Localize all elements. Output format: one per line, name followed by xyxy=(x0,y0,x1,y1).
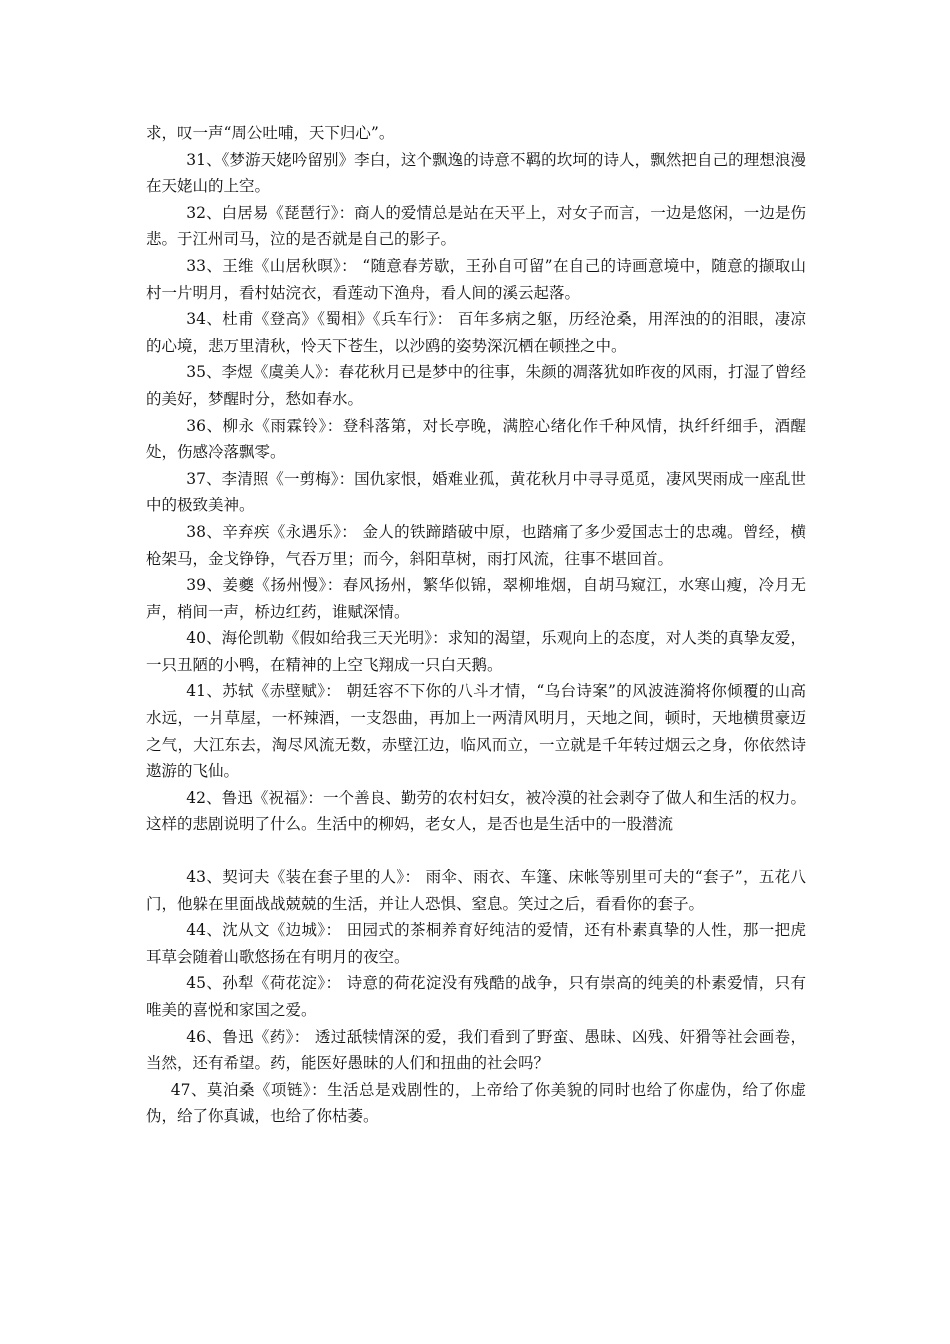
paragraph-43: 43、契诃夫《装在套子里的人》： 雨伞、雨衣、车篷、床帐等别里可夫的“套子”，五花八门，他躲在里面战战兢兢的生活，并让人恐惧、窒息。笑过之后，看看你的套子。 xyxy=(146,868,806,913)
paragraph-35: 35、李煜《虞美人》：春花秋月已是梦中的往事，朱颜的凋落犹如昨夜的风雨，打湿了曾经的美好，梦醒时分，愁如春水。 xyxy=(146,363,806,408)
paragraph-30-continuation: 求，叹一声“周公吐哺，天下归心”。 xyxy=(146,124,395,142)
paragraph-40: 40、海伦凯勒《假如给我三天光明》：求知的渴望，乐观向上的态度，对人类的真挚友爱，一只丑陋的小鸭，在精神的上空飞翔成一只白天鹅。 xyxy=(146,629,806,674)
paragraph-46: 46、鲁迅《药》： 透过舐犊情深的爱，我们看到了野蛮、愚昧、凶残、奸猾等社会画卷，当然，还有希望。药，能医好愚昧的人们和扭曲的社会吗？ xyxy=(146,1027,806,1073)
paragraph-39: 39、姜夔《扬州慢》：春风扬州，繁华似锦，翠柳堆烟，自胡马窥江，水寒山瘦，冷月无声，梢间一声，桥边红药，谁赋深情。 xyxy=(146,576,806,621)
paragraph-44: 44、沈从文《边城》： 田园式的茶桐养育好纯洁的爱情，还有朴素真挚的人性，那一把虎耳草会随着山歌悠扬在有明月的夜空。 xyxy=(146,921,806,966)
paragraph-36: 36、柳永《雨霖铃》：登科落第，对长亭晚，满腔心绪化作千种风情，执纤纤细手，酒醒处，伤感冷落飘零。 xyxy=(146,416,806,462)
paragraph-34: 34、杜甫《登高》《蜀相》《兵车行》： 百年多病之躯，历经沧桑，用浑浊的的泪眼，凄凉的心境，悲万里清秋，怜天下苍生，以沙鸥的姿势深沉栖在顿挫之中。 xyxy=(146,310,806,355)
paragraph-38: 38、辛弃疾《永遇乐》： 金人的铁蹄踏破中原，也踏痛了多少爱国志士的忠魂。曾经，横枪架马，金戈铮铮，气吞万里；而今，斜阳草树，雨打风流，往事不堪回首。 xyxy=(146,522,806,568)
paragraph-41: 41、苏轼《赤壁赋》： 朝廷容不下你的八斗才情，“乌台诗案”的风波涟漪将你倾覆的山高水远，一爿草屋，一杯辣酒，一支怨曲，再加上一两清风明月，天地之间，顿时，天地横贯豪迈之气，大江东去，淘尽风流无数，赤壁江边，临风而立，一立就是千年转过烟云之身，你依然诗遨游的飞仙。 xyxy=(146,682,806,781)
paragraph-47: 47、莫泊桑《项链》：生活总是戏剧性的，上帝给了你美貌的同时也给了你虚伪，给了你虚伪，给了你真诚，也给了你枯萎。 xyxy=(146,1080,806,1126)
paragraph-32: 32、白居易《琵琶行》：商人的爱情总是站在天平上，对女子而言，一边是悠闲，一边是伤悲。于江州司马，泣的是否就是自己的影子。 xyxy=(146,203,806,249)
paragraph-45: 45、孙犁《荷花淀》： 诗意的荷花淀没有残酷的战争，只有崇高的纯美的朴素爱情，只有唯美的喜悦和家国之爱。 xyxy=(146,974,806,1019)
paragraph-42: 42、鲁迅《祝福》：一个善良、勤劳的农村妇女，被冷漠的社会剥夺了做人和生活的权力。这样的悲剧说明了什么。生活中的柳妈，老女人，是否也是生活中的一股潜流 xyxy=(146,788,806,834)
document-body xyxy=(146,120,806,1130)
paragraph-33: 33、王维《山居秋暝》： “随意春芳歇，王孙自可留”在自己的诗画意境中，随意的撷取山村一片明月，看村姑浣衣，看莲动下渔舟，看人间的溪云起落。 xyxy=(146,256,806,302)
paragraph-31: 31、《梦游天姥吟留别》李白，这个飘逸的诗意不羁的坎坷的诗人，飘然把自己的理想浪漫在天姥山的上空。 xyxy=(146,150,806,196)
paragraph-37: 37、李清照《一剪梅》：国仇家恨，婚难业孤，黄花秋月中寻寻觅觅，凄风哭雨成一座乱世中的极致美神。 xyxy=(146,469,806,515)
